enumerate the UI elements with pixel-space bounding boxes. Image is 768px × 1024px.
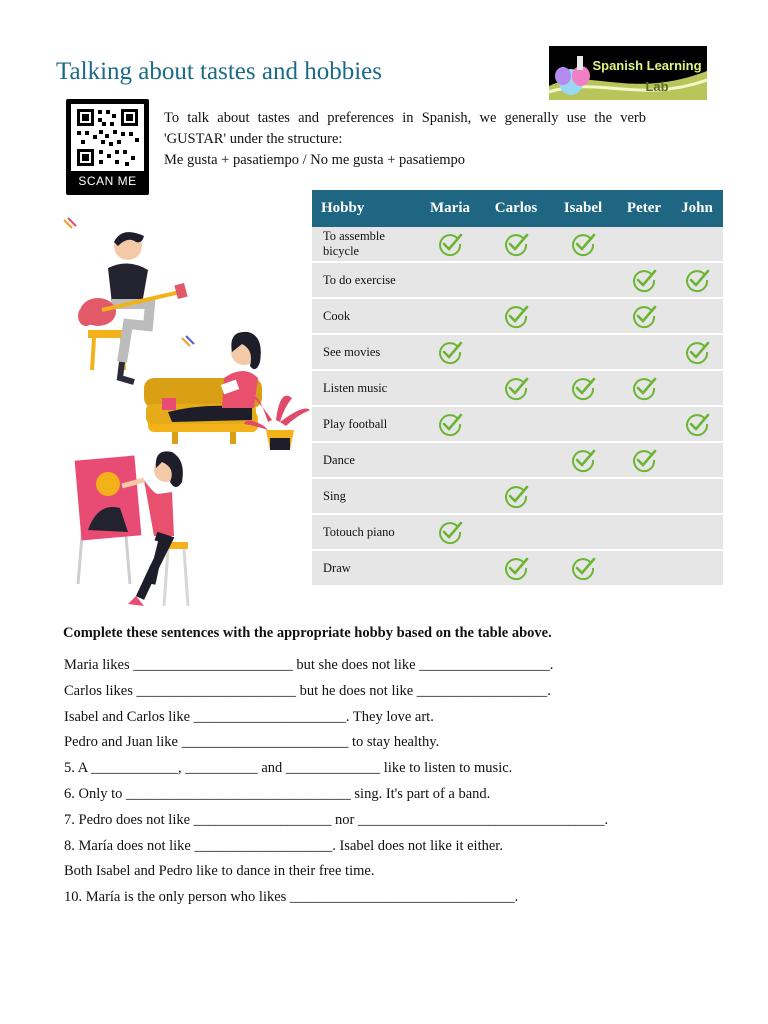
check-cell [671,263,723,299]
sentence-3[interactable]: Isabel and Carlos like _____________________. They love art. [64,708,434,725]
check-cell [617,551,671,587]
check-cell [483,299,549,335]
header-maria: Maria [417,190,483,227]
check-cell [549,443,617,479]
checkmark-icon [631,303,657,329]
page-title: Talking about tastes and hobbies [56,58,382,85]
spanish-learning-lab-logo [549,46,707,100]
check-cell [617,407,671,443]
checkmark-icon [684,411,710,437]
hobbies-table [312,190,723,587]
checkmark-icon [503,303,529,329]
sentence-9[interactable]: Both Isabel and Pedro like to dance in their free time. [64,863,375,880]
sentence-6[interactable]: 6. Only to _______________________________ sing. It's part of a band. [64,785,491,802]
sentence-10[interactable]: 10. María is the only person who likes _______________________________. [64,889,519,906]
check-cell [483,263,549,299]
sentence-8[interactable]: 8. María does not like ___________________. Isabel does not like it either. [64,837,503,854]
check-cell [671,407,723,443]
check-cell [617,263,671,299]
check-cell [483,443,549,479]
hobby-name-cell: Totouch piano [312,515,417,551]
check-cell [671,479,723,515]
check-cell [483,515,549,551]
check-cell [671,515,723,551]
checkmark-icon [570,375,596,401]
check-cell [671,551,723,587]
logo-text-2: Lab [645,79,669,94]
table-row [312,371,723,407]
check-cell [671,299,723,335]
header-hobby: Hobby [312,190,417,227]
table-row [312,407,723,443]
exercise-sentences [64,655,724,913]
check-cell [417,407,483,443]
header-carlos: Carlos [483,190,549,227]
table-body [312,227,723,587]
sentence-1[interactable]: Maria likes ______________________ but she does not like __________________. [64,657,554,673]
check-cell [483,479,549,515]
checkmark-icon [631,447,657,473]
check-cell [483,227,549,263]
checkmark-icon [631,267,657,293]
check-cell [671,371,723,407]
checkmark-icon [570,447,596,473]
qr-pattern [71,104,144,171]
check-cell [617,371,671,407]
header-isabel: Isabel [549,190,617,227]
checkmark-icon [570,555,596,581]
check-cell [617,515,671,551]
table-row [312,227,723,263]
check-cell [671,227,723,263]
hobby-name-cell: Listen music [312,371,417,407]
checkmark-icon [503,483,529,509]
check-cell [483,407,549,443]
check-cell [617,227,671,263]
check-cell [417,551,483,587]
check-cell [483,335,549,371]
intro-text [164,108,646,171]
sentence-4[interactable]: Pedro and Juan like _______________________ to stay healthy. [64,734,440,751]
checkmark-icon [503,231,529,257]
check-cell [417,371,483,407]
qr-code[interactable] [66,99,149,195]
check-cell [617,479,671,515]
hobby-name-cell: Play football [312,407,417,443]
check-cell [483,371,549,407]
hobbies-illustration [58,212,318,612]
logo-text: Spanish Learning [592,58,702,73]
checkmark-icon [631,375,657,401]
hobby-name-cell: Dance [312,443,417,479]
check-cell [549,371,617,407]
header-john: John [671,190,723,227]
table-row [312,551,723,587]
table-row [312,443,723,479]
check-cell [417,335,483,371]
sentence-5[interactable]: 5. A ____________, __________ and _____________ like to listen to music. [64,760,513,777]
checkmark-icon [437,231,463,257]
check-cell [549,407,617,443]
table-row [312,299,723,335]
hobby-name-cell: See movies [312,335,417,371]
check-cell [549,227,617,263]
table-row [312,515,723,551]
checkmark-icon [684,267,710,293]
table-header-row [312,190,723,227]
checkmark-icon [503,555,529,581]
header-peter: Peter [617,190,671,227]
checkmark-icon [437,339,463,365]
check-cell [617,335,671,371]
check-cell [671,443,723,479]
intro-structure: Me gusta + pasatiempo / No me gusta + pasatiempo [164,152,466,168]
hobby-name-cell: To assemble bicycle [312,227,417,263]
exercise-instructions: Complete these sentences with the appropriate hobby based on the table above. [63,625,552,641]
check-cell [549,263,617,299]
hobby-name-cell: Cook [312,299,417,335]
hobby-name-cell: To do exercise [312,263,417,299]
check-cell [549,515,617,551]
check-cell [417,443,483,479]
table-row [312,263,723,299]
check-cell [549,335,617,371]
check-cell [483,551,549,587]
sentence-2[interactable]: Carlos likes ______________________ but he does not like __________________. [64,682,551,699]
check-cell [617,443,671,479]
checkmark-icon [503,375,529,401]
check-cell [417,479,483,515]
check-cell [549,299,617,335]
table-row [312,335,723,371]
table-row [312,479,723,515]
checkmark-icon [437,411,463,437]
check-cell [417,299,483,335]
checkmark-icon [437,519,463,545]
check-cell [617,299,671,335]
check-cell [549,551,617,587]
check-cell [417,227,483,263]
intro-paragraph: To talk about tastes and preferences in Spanish, we generally use the verb 'GUSTAR' under the structure: [164,110,646,147]
checkmark-icon [684,339,710,365]
check-cell [417,263,483,299]
hobby-name-cell: Draw [312,551,417,587]
check-cell [671,335,723,371]
check-cell [549,479,617,515]
scan-me-label: SCAN ME [78,174,137,188]
hobby-name-cell: Sing [312,479,417,515]
sentence-7[interactable]: 7. Pedro does not like ___________________ nor __________________________________. [64,811,609,828]
check-cell [417,515,483,551]
checkmark-icon [570,231,596,257]
